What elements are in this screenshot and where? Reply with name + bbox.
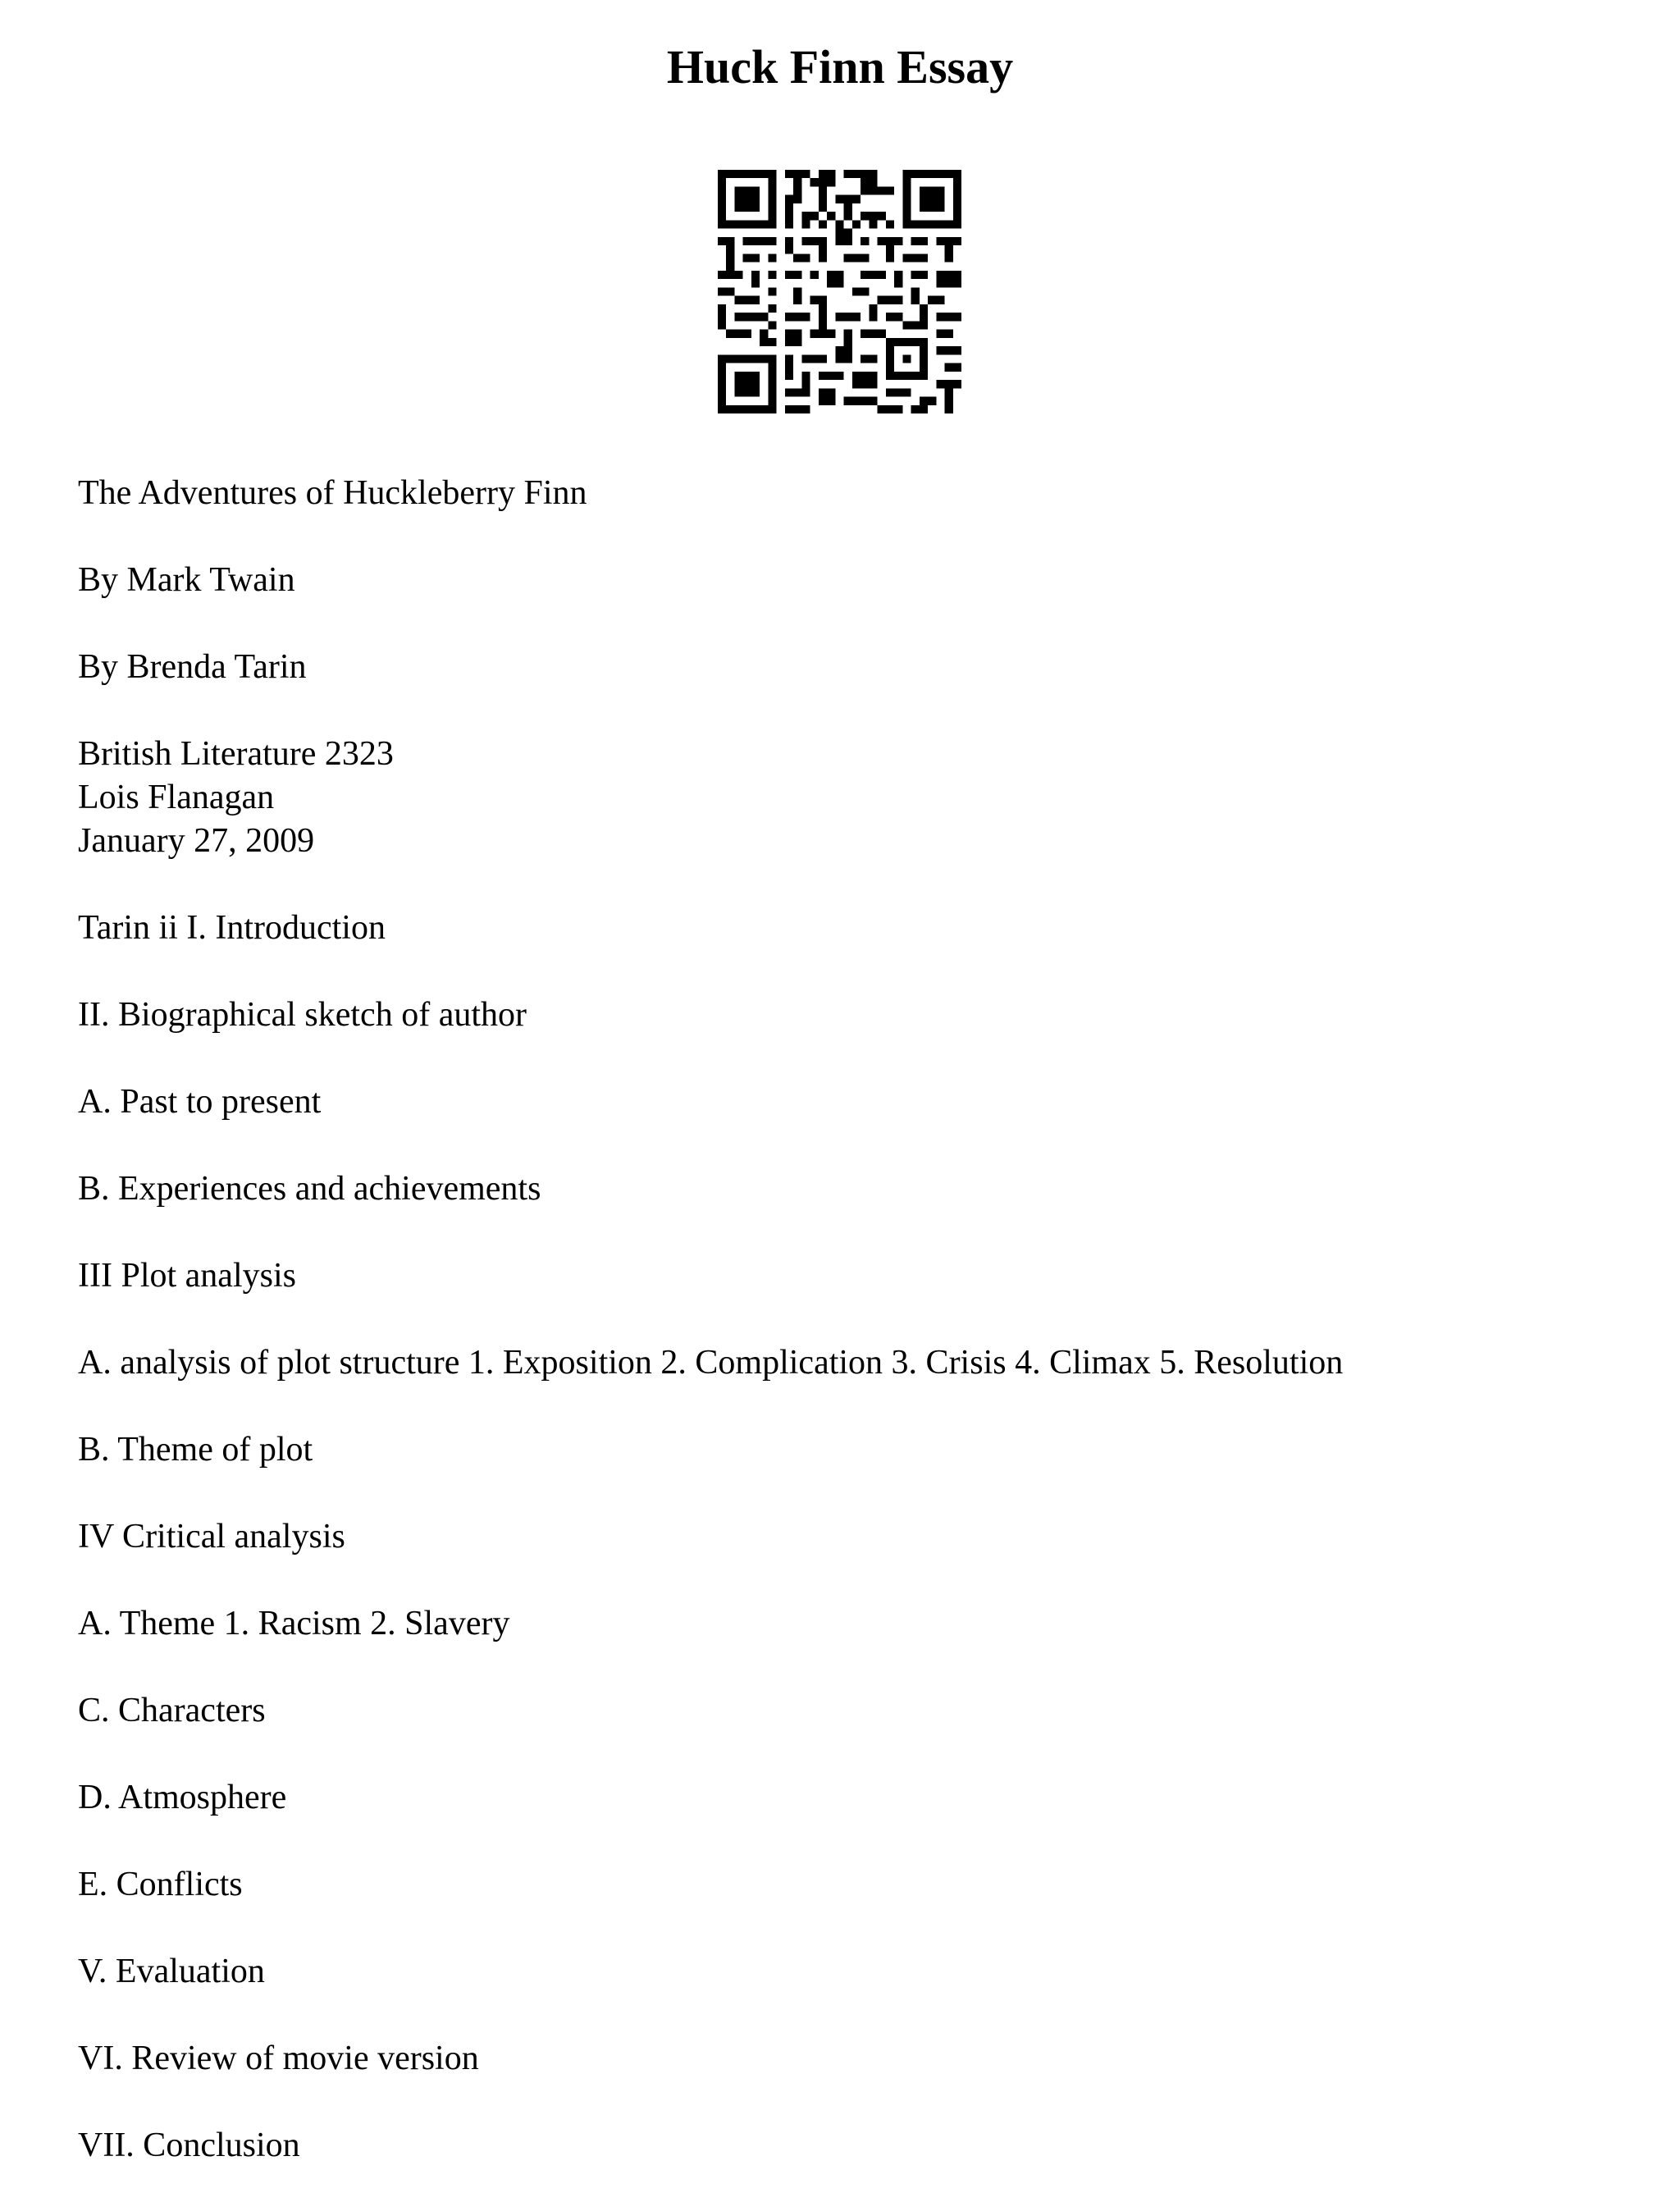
outline-item: E. Conflicts [78,1866,243,1903]
outline-item: Tarin ii I. Introduction [78,909,386,947]
outline-item: III Plot analysis [78,1257,296,1295]
instructor-name: Lois Flanagan [78,779,275,816]
book-title-line: The Adventures of Huckleberry Finn [78,474,587,512]
course-name: British Literature 2323 [78,735,394,773]
outline-item: VII. Conclusion [78,2126,300,2164]
author-line: By Mark Twain [78,561,295,599]
outline-item: A. analysis of plot structure 1. Exposition 2. Complication 3. Crisis 4. Climax 5. Resolution [78,1344,1344,1382]
qr-code-icon [718,170,961,413]
outline-item: II. Biographical sketch of author [78,996,527,1034]
outline-item: B. Theme of plot [78,1431,313,1469]
outline-item: C. Characters [78,1692,266,1729]
outline-item: IV Critical analysis [78,1518,345,1555]
outline-item: VI. Review of movie version [78,2040,479,2077]
outline-item: A. Past to present [78,1083,322,1121]
outline-item: A. Theme 1. Racism 2. Slavery [78,1605,510,1642]
outline-item: D. Atmosphere [78,1779,287,1816]
document-body [78,472,1620,2211]
student-line: By Brenda Tarin [78,648,307,686]
course-info-block [78,733,1620,863]
outline-item: V. Evaluation [78,1953,265,1990]
page-title: Huck Finn Essay [666,40,1014,94]
date-line: January 27, 2009 [78,822,315,860]
outline-item: B. Experiences and achievements [78,1170,541,1208]
